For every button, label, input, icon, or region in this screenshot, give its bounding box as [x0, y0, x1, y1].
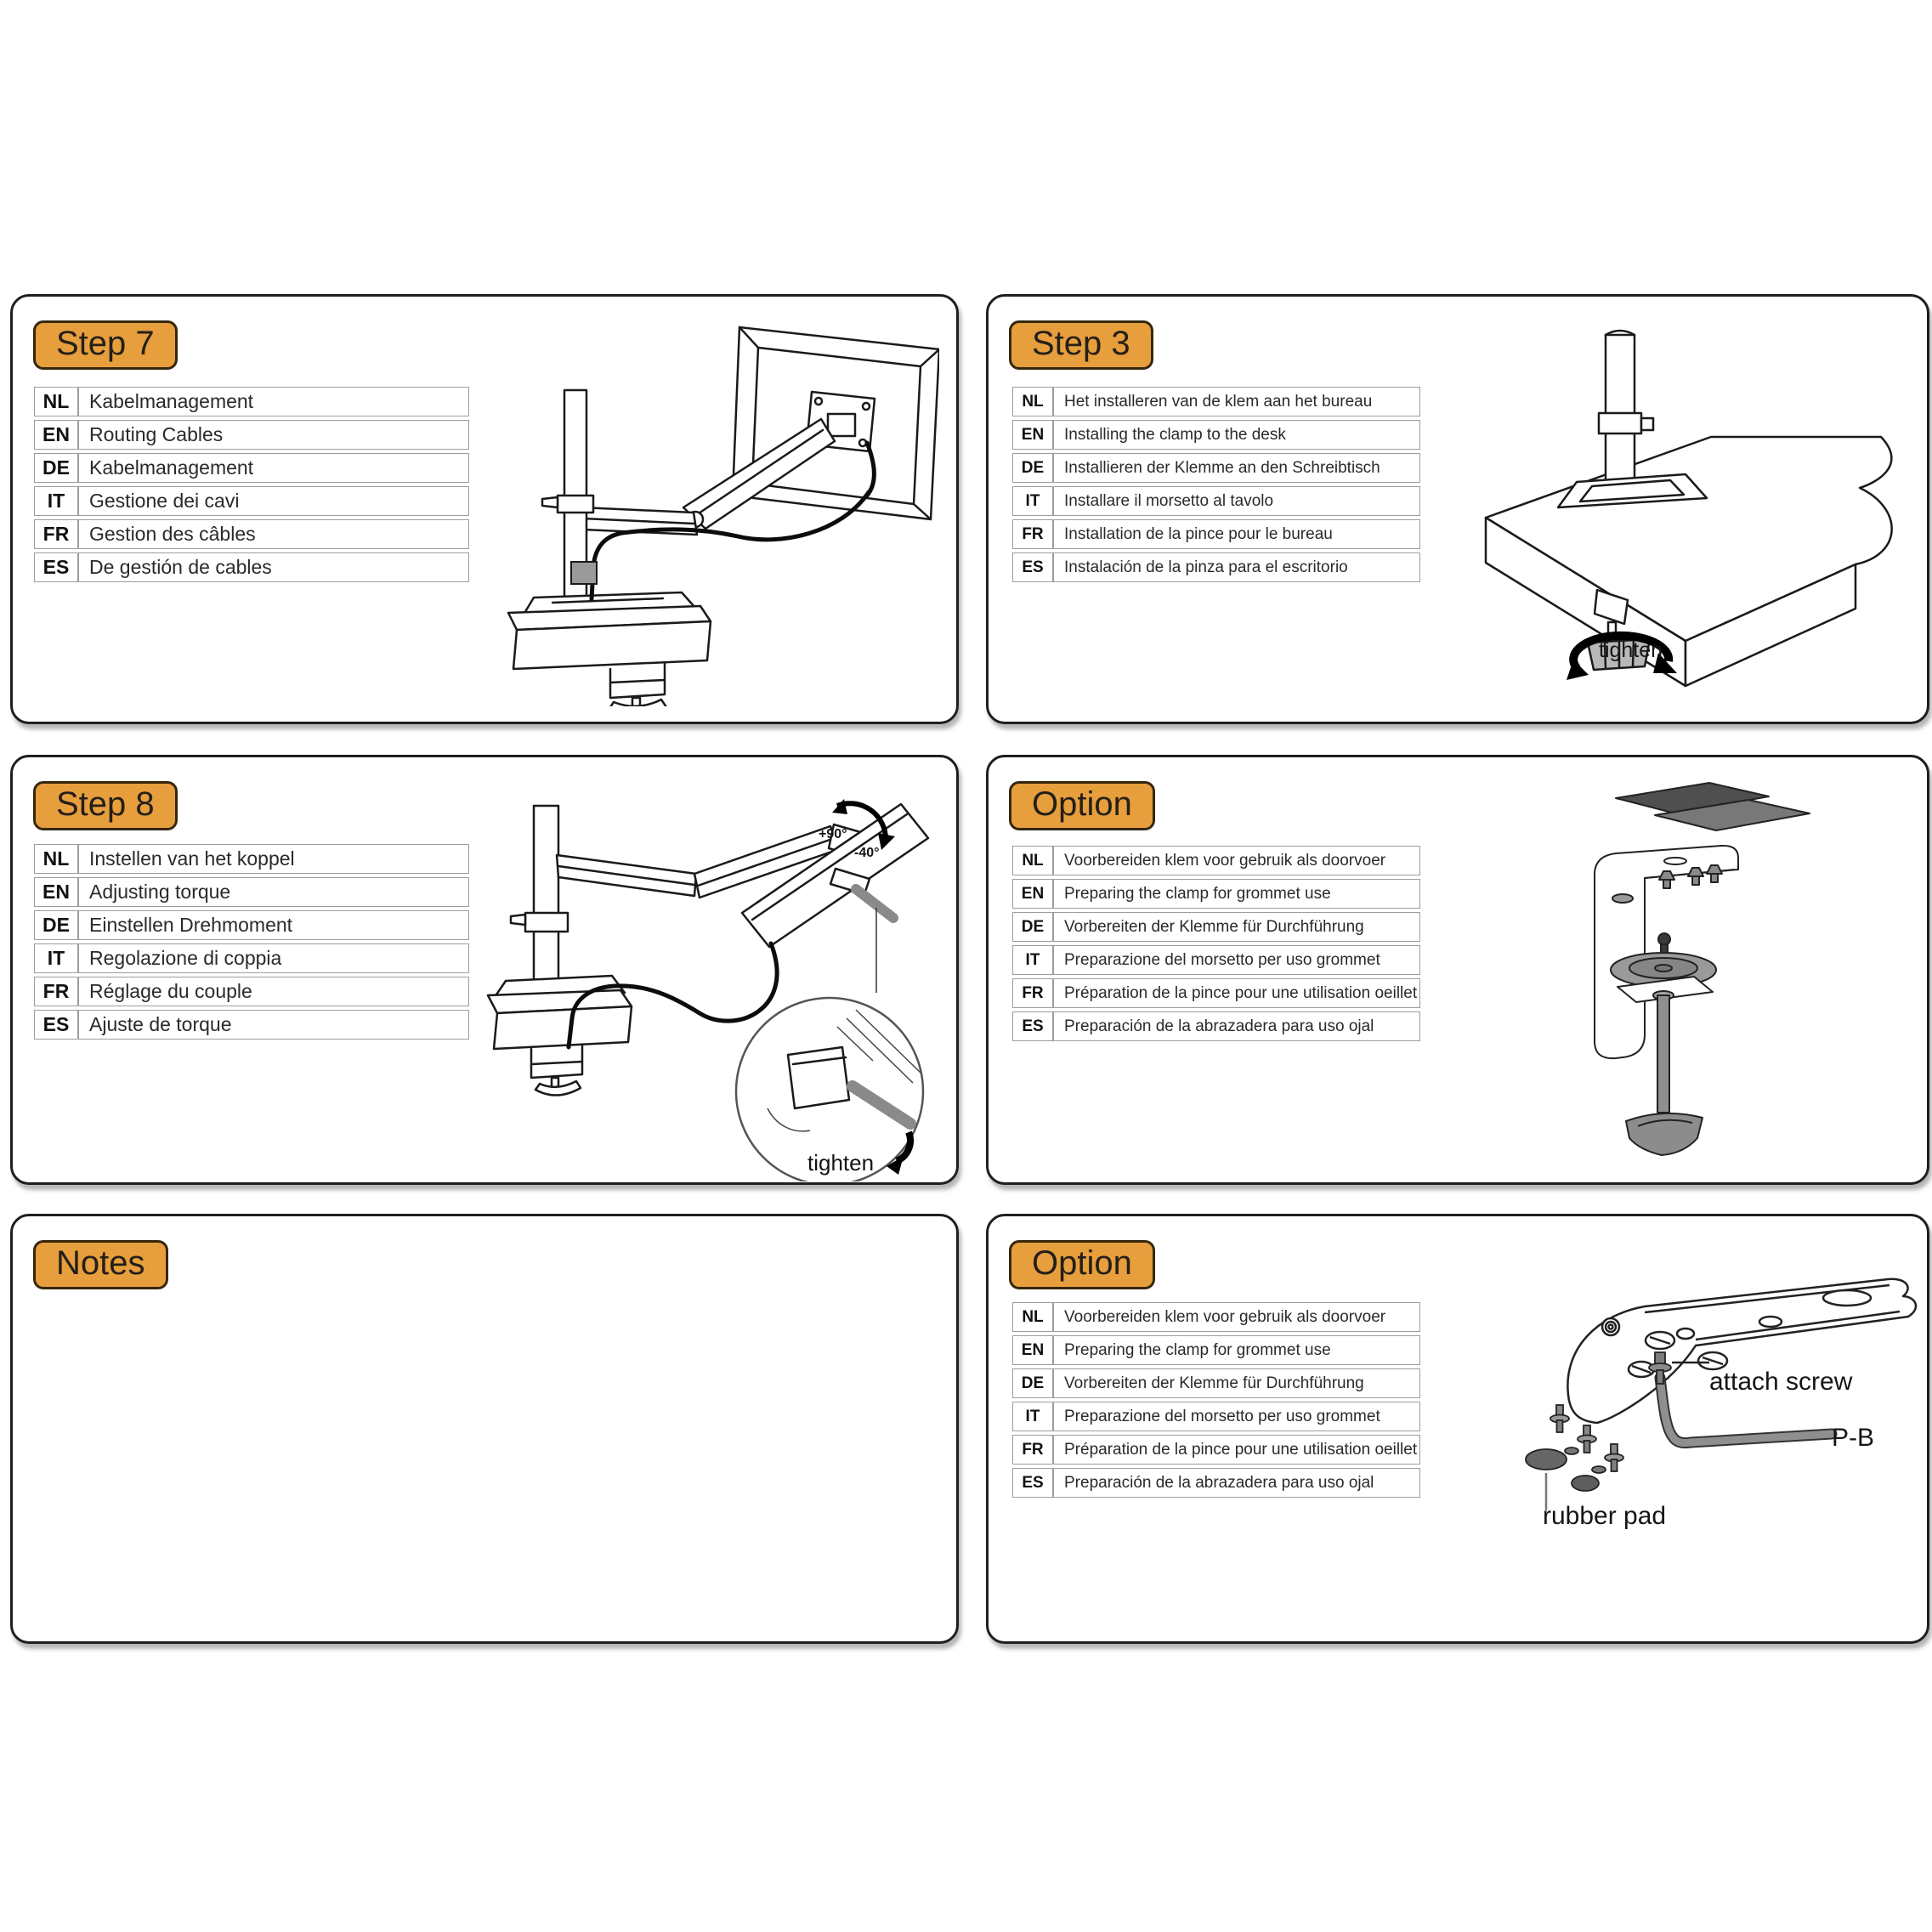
lang-code: ES	[34, 1010, 78, 1040]
panel-option-grommet-exploded	[986, 755, 1929, 1185]
lang-text: Het installeren van de klem aan het bureau	[1053, 387, 1420, 416]
lang-text: Kabelmanagement	[78, 453, 469, 483]
table-row	[1012, 912, 1420, 942]
table-row	[1012, 1011, 1420, 1041]
tighten-label: tighten	[1599, 638, 1663, 662]
lang-text: Instellen van het koppel	[78, 844, 469, 874]
lang-text: Instalación de la pinza para el escritorio	[1053, 552, 1420, 582]
lang-text: Ajuste de torque	[78, 1010, 469, 1040]
lang-code: IT	[34, 486, 78, 516]
lang-code: ES	[1012, 552, 1053, 582]
lang-text: De gestión de cables	[78, 552, 469, 582]
table-row	[1012, 1335, 1420, 1365]
table-row	[34, 943, 469, 973]
lang-text: Préparation de la pince pour une utilisation oeillet	[1053, 978, 1420, 1008]
language-table-step8	[34, 841, 469, 1043]
lang-code: EN	[1012, 1335, 1053, 1365]
panel-badge-step3: Step 3	[1009, 320, 1153, 370]
lang-code: IT	[1012, 1402, 1053, 1431]
table-row	[34, 910, 469, 940]
table-row	[34, 453, 469, 483]
lang-text: Installing the clamp to the desk	[1053, 420, 1420, 450]
lang-code: IT	[1012, 945, 1053, 975]
torque-adjust-illustration	[472, 762, 948, 1181]
lang-text: Installation de la pince pour le bureau	[1053, 519, 1420, 549]
lang-code: FR	[34, 977, 78, 1006]
rotate-down-label: -40°	[854, 846, 880, 860]
lang-text: Vorbereiten der Klemme für Durchführung	[1053, 1368, 1420, 1398]
table-row	[34, 486, 469, 516]
panel-badge-notes: Notes	[33, 1240, 168, 1289]
table-row	[1012, 486, 1420, 516]
table-row	[1012, 1402, 1420, 1431]
lang-code: FR	[1012, 978, 1053, 1008]
attach-screw-label: attach screw	[1709, 1368, 1853, 1396]
table-row	[1012, 879, 1420, 909]
panel-step8	[10, 755, 959, 1185]
lang-code: EN	[34, 420, 78, 450]
lang-code: NL	[1012, 846, 1053, 875]
lang-code: NL	[1012, 387, 1053, 416]
panel-badge-step8: Step 8	[33, 781, 178, 830]
panel-step3	[986, 294, 1929, 724]
table-row	[34, 977, 469, 1006]
lang-text: Installare il morsetto al tavolo	[1053, 486, 1420, 516]
pb-label: P-B	[1832, 1424, 1875, 1452]
lang-code: NL	[34, 844, 78, 874]
tighten-label: tighten	[807, 1150, 875, 1176]
language-table-option2	[1012, 1299, 1420, 1501]
lang-text: Voorbereiden klem voor gebruik als doorvoer	[1053, 846, 1420, 875]
lang-text: Réglage du couple	[78, 977, 469, 1006]
lang-text: Gestion des câbles	[78, 519, 469, 549]
table-row	[1012, 978, 1420, 1008]
lang-text: Preparazione del morsetto per uso grommet	[1053, 945, 1420, 975]
panel-badge-option2: Option	[1009, 1240, 1155, 1289]
lang-text: Preparing the clamp for grommet use	[1053, 879, 1420, 909]
lang-text: Regolazione di coppia	[78, 943, 469, 973]
lang-code: FR	[1012, 1435, 1053, 1465]
lang-code: ES	[34, 552, 78, 582]
table-row	[34, 420, 469, 450]
lang-code: DE	[1012, 912, 1053, 942]
table-row	[1012, 846, 1420, 875]
table-row	[34, 1010, 469, 1040]
lang-code: DE	[1012, 453, 1053, 483]
rubber-pad-label: rubber pad	[1543, 1502, 1667, 1530]
lang-text: Preparación de la abrazadera para uso ojal	[1053, 1011, 1420, 1041]
lang-code: NL	[1012, 1302, 1053, 1332]
language-table-option1	[1012, 842, 1420, 1045]
panel-badge-option1: Option	[1009, 781, 1155, 830]
lang-text: Adjusting torque	[78, 877, 469, 907]
table-row	[1012, 387, 1420, 416]
lang-text: Routing Cables	[78, 420, 469, 450]
language-table-step7	[34, 383, 469, 586]
table-row	[34, 877, 469, 907]
lang-code: FR	[1012, 519, 1053, 549]
table-row	[1012, 945, 1420, 975]
lang-code: DE	[1012, 1368, 1053, 1398]
table-row	[1012, 453, 1420, 483]
table-row	[1012, 1435, 1420, 1465]
rotate-up-label: +90°	[819, 827, 847, 841]
lang-code: DE	[34, 453, 78, 483]
lang-code: NL	[34, 387, 78, 416]
lang-code: EN	[34, 877, 78, 907]
desk-clamp-install-illustration	[1431, 309, 1915, 709]
clamp-exploded-view-illustration	[1567, 773, 1907, 1165]
lang-code: DE	[34, 910, 78, 940]
lang-code: FR	[34, 519, 78, 549]
panel-badge-step7: Step 7	[33, 320, 178, 370]
lang-text: Preparación de la abrazadera para uso ojal	[1053, 1468, 1420, 1498]
table-row	[1012, 552, 1420, 582]
table-row	[34, 519, 469, 549]
table-row	[34, 387, 469, 416]
lang-text: Gestione dei cavi	[78, 486, 469, 516]
lang-code: ES	[1012, 1011, 1053, 1041]
lang-code: IT	[34, 943, 78, 973]
monitor-arm-cable-routing-illustration	[484, 319, 939, 706]
table-row	[34, 844, 469, 874]
table-row	[1012, 420, 1420, 450]
lang-text: Einstellen Drehmoment	[78, 910, 469, 940]
lang-code: EN	[1012, 879, 1053, 909]
table-row	[34, 552, 469, 582]
table-row	[1012, 519, 1420, 549]
table-row	[1012, 1302, 1420, 1332]
language-table-step3	[1012, 383, 1420, 586]
panel-notes	[10, 1214, 959, 1644]
panel-step7	[10, 294, 959, 724]
lang-text: Preparazione del morsetto per uso grommet	[1053, 1402, 1420, 1431]
lang-text: Kabelmanagement	[78, 387, 469, 416]
lang-text: Preparing the clamp for grommet use	[1053, 1335, 1420, 1365]
lang-code: ES	[1012, 1468, 1053, 1498]
panel-option-grommet-parts	[986, 1214, 1929, 1644]
lang-text: Préparation de la pince pour une utilisation oeillet	[1053, 1435, 1420, 1465]
lang-code: EN	[1012, 420, 1053, 450]
table-row	[1012, 1368, 1420, 1398]
table-row	[1012, 1468, 1420, 1498]
lang-text: Vorbereiten der Klemme für Durchführung	[1053, 912, 1420, 942]
lang-text: Voorbereiden klem voor gebruik als doorvoer	[1053, 1302, 1420, 1332]
lang-text: Installieren der Klemme an den Schreibtisch	[1053, 453, 1420, 483]
lang-code: IT	[1012, 486, 1053, 516]
